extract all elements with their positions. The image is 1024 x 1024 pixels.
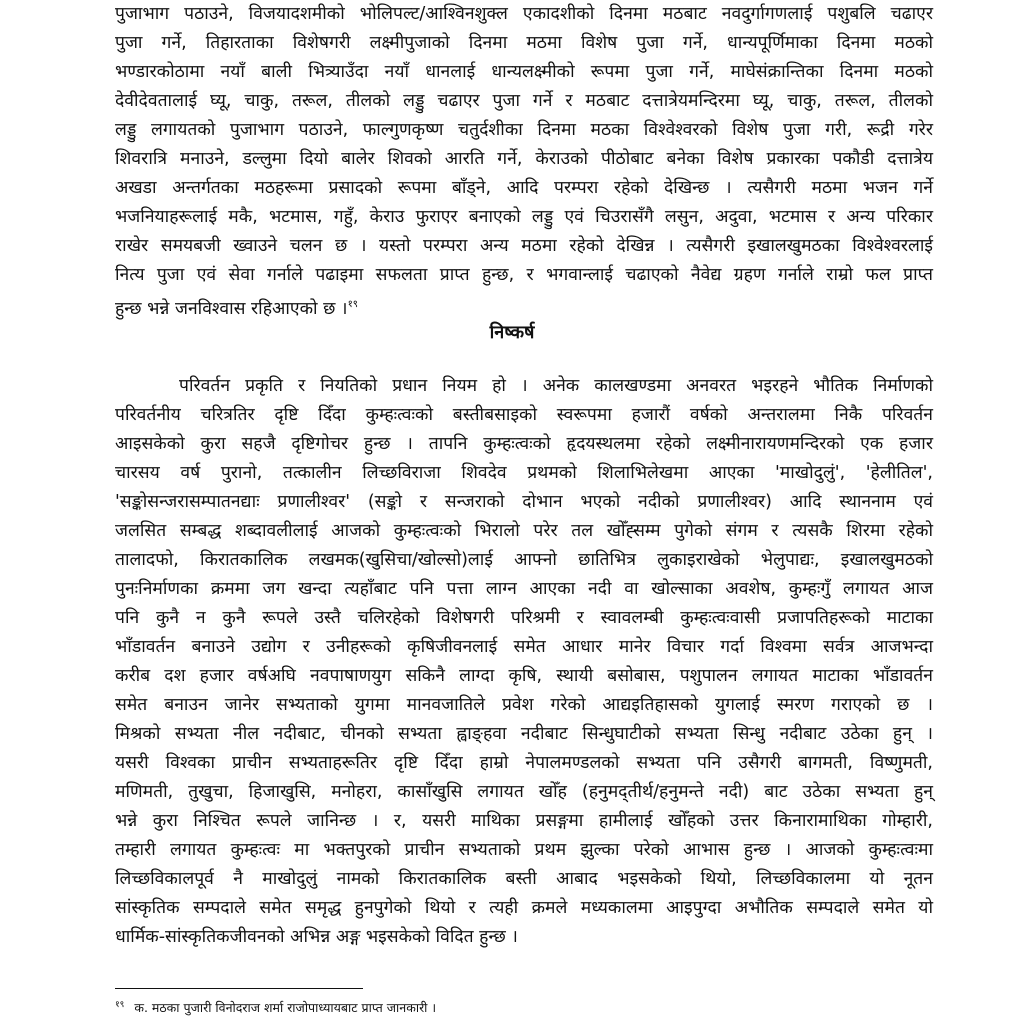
body-paragraph-conclusion	[115, 372, 933, 952]
text-line: मणिमती, तुखुचा, हिजाखुसि, मनोहरा, कासाँखुसि लगायत खोँह (हनुमद्तीर्थ/हनुमन्ते नदी) बाट उठेका सभ्यता हुन्	[115, 782, 933, 802]
text-line: पुजा गर्ने, तिहारताका विशेषगरी लक्ष्मीपुजाको दिनमा मठमा विशेष पुजा गर्ने, धान्यपूर्णिमाका दिनमा मठको	[115, 33, 933, 53]
text-line: यसरी विश्वका प्राचीन सभ्यताहरूतिर दृष्टि दिँदा हाम्रो नेपालमण्डलको सभ्यता पनि उसैगरी बागमती, विष्णुमती,	[115, 753, 933, 773]
text-line-last	[115, 290, 933, 319]
footnote-text: क. मठका पुजारी विनोदराज शर्मा राजोपाध्यायबाट प्राप्त जानकारी ।	[134, 1000, 437, 1016]
text-line: परिवर्तनीय चरित्रतिर दृष्टि दिँदा कुम्हःत्वःको बस्तीबसाइको स्वरूपमा हजारौं वर्षको अन्तरालमा निकै परिवर्तन	[115, 405, 933, 425]
text-line: चारसय वर्ष पुरानो, तत्कालीन लिच्छविराजा शिवदेव प्रथमको शिलाभिलेखमा आएका 'माखोदुलुं', 'हेलीतिल',	[115, 463, 933, 483]
text-line: पुजाभाग पठाउने, विजयादशमीको भोलिपल्ट/आश्विनशुक्ल एकादशीको दिनमा मठबाट नवदुर्गागणलाई पशुबलि चढाएर	[115, 4, 933, 24]
text-line-first: परिवर्तन प्रकृति र नियतिको प्रधान नियम हो । अनेक कालखण्डमा अनवरत भइरहने भौतिक निर्माणको	[179, 376, 933, 396]
text-line: करीब दश हजार वर्षअघि नवपाषाणयुग सकिनै लाग्दा कृषि, स्थायी बसोबास, पशुपालन लगायत माटाका भाँडावर्तन	[115, 666, 933, 686]
text-line: आइसकेको कुरा सहजै दृष्टिगोचर हुन्छ । तापनि कुम्हःत्वःको हृदयस्थलमा रहेको लक्ष्मीनारायणमन्दिरको एक हजार	[115, 434, 933, 454]
text-line: भण्डारकोठामा नयाँ बाली भित्र्याउँदा नयाँ धानलाई धान्यलक्ष्मीको रूपमा पुजा गर्ने, माघेसंक्रान्तिका दिनमा मठको	[115, 62, 933, 82]
text-line: देवीदेवतालाई घ्यू, चाकु, तरूल, तीलको लड्डु चढाएर पुजा गर्ने र मठबाट दत्तात्रेयमन्दिरमा घ्यू, चाकु, तरूल, तीलको	[115, 91, 933, 111]
footnote-divider	[115, 988, 363, 989]
text-line: जलसित सम्बद्ध शब्दावलीलाई आजको कुम्हःत्वःको भिरालो परेर तल खोँह्सम्म पुगेको संगम र त्यसकै शिरमा रहेको	[115, 521, 933, 541]
text-line: लड्डु लगायतको पुजाभाग पठाउने, फाल्गुणकृष्ण चतुर्दशीका दिनमा मठका विश्वेश्वरको विशेष पुजा गरी, रूद्री गरेर	[115, 120, 933, 140]
text-line-last: धार्मिक-सांस्कृतिकजीवनको अभिन्न अङ्ग भइसकेको विदित हुन्छ ।	[115, 927, 518, 947]
text-line: राखेर समयबजी ख्वाउने चलन छ । यस्तो परम्परा अन्य मठमा रहेको देखिन्न । त्यसैगरी इखालखुमठका विश्वेश्वरलाई	[115, 236, 933, 256]
section-heading: निष्कर्ष	[489, 322, 535, 343]
text-line: लिच्छविकालपूर्व नै माखोदुलुं नामको किरातकालिक बस्ती आबाद भइसकेको थियो, लिच्छविकालमा यो नूतन	[115, 869, 933, 889]
text-line: पुनःनिर्माणका क्रममा जग खन्दा त्यहाँबाट पनि पत्ता लाग्न आएका नदी वा खोल्साका अवशेष, कुम्हःगुँ लगायत आज	[115, 579, 933, 599]
text-line: 'सङ्कोसन्जरासम्पातनद्याः प्रणालीश्वर' (सङ्को र सन्जराको दोभान भएको नदीको प्रणालीश्वर) आदि स्थाननाम एवं	[115, 492, 933, 512]
text-line: पनि कुनै न कुनै रूपले उस्तै चलिरहेको विशेषगरी परिश्रमी र स्वावलम्बी कुम्हःत्वःवासी प्रजापतिहरूको माटाका	[115, 608, 933, 628]
text-line: भजनियाहरूलाई मकै, भटमास, गहुँ, केराउ फुराएर बनाएको लड्डु एवं चिउरासँगै लसुन, अदुवा, भटमास र अन्य परिकार	[115, 207, 933, 227]
text-line-content: हुन्छ भन्ने जनविश्वास रहिआएको छ ।	[115, 298, 348, 319]
text-line: शिवरात्रि मनाउने, डल्लुमा दियो बालेर शिवको आरति गर्ने, केराउको पीठोबाट बनेका विशेष प्रकारका पकौडी दत्तात्रेय	[115, 149, 933, 169]
text-line: अखडा अन्तर्गतका मठहरूमा प्रसादको रूपमा बाँड्ने, आदि परम्परा रहेको देखिन्छ । त्यसैगरी मठमा भजन गर्ने	[115, 178, 933, 198]
body-paragraph-continued	[115, 0, 933, 319]
text-line: तालादफो, किरातकालिक लखमक(खुसिचा/खोल्सो)लाई आफ्नो छातिभित्र लुकाइराखेको भेलुपाद्यः, इखालखुमठको	[115, 550, 933, 570]
footnote	[115, 996, 933, 1017]
text-line: सांस्कृतिक सम्पदाले समेत समृद्ध हुनपुगेको थियो र त्यही क्रमले मध्यकालमा आइपुग्दा अभौतिक सम्पदाले समेत यो	[115, 898, 933, 918]
text-line: तम्हारी लगायत कुम्हःत्वः मा भक्तपुरको प्राचीन सभ्यताको प्रथम झुल्का परेको आभास हुन्छ । आजको कुम्हःत्वःमा	[115, 840, 933, 860]
text-line: भन्ने कुरा निश्चित रूपले जानिन्छ । र, यसरी माथिका प्रसङ्गमा हामीलाई खोँहको उत्तर किनारामाथिका गोम्हारी,	[115, 811, 933, 831]
text-line: भाँडावर्तन बनाउने उद्योग र उनीहरूको कृषिजीवनलाई समेत आधार मानेर विचार गर्दा विश्वमा सर्वत्र आजभन्दा	[115, 637, 933, 657]
footnote-marker: १९	[115, 1000, 125, 1010]
text-line: समेत बनाउन जानेर सभ्यताको युगमा मानवजातिले प्रवेश गरेको आद्यइतिहासको युगलाई स्मरण गराएको छ ।	[115, 695, 933, 715]
text-line: मिश्रको सभ्यता नील नदीबाट, चीनको सभ्यता ह्वाङ्हवा नदीबाट सिन्धुघाटीको सभ्यता सिन्धु नदीबाट उठेका हुन् ।	[115, 724, 933, 744]
text-line: नित्य पुजा एवं सेवा गर्नाले पढाइमा सफलता प्राप्त हुन्छ, र भगवान्लाई चढाएको नैवेद्य ग्रहण गर्नाले राम्रो फल प्राप्त	[115, 265, 933, 285]
footnote-reference[interactable]: १९	[347, 299, 358, 310]
